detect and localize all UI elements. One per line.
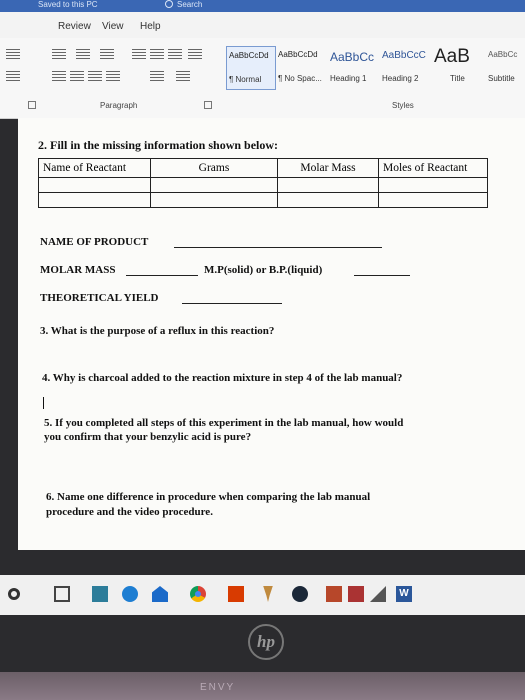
- sort-button[interactable]: [168, 46, 184, 60]
- mp-bp-label: M.P(solid) or B.P.(liquid): [204, 264, 323, 276]
- table-header: Grams: [151, 159, 278, 178]
- style-sample: AaBbCcDd: [278, 50, 318, 59]
- show-marks-button[interactable]: [188, 46, 204, 60]
- powerpoint-icon[interactable]: [326, 586, 342, 602]
- style-sample: AaBbCcDd: [229, 51, 269, 60]
- pilcrow-icon: [188, 49, 202, 59]
- table-row: [39, 178, 488, 193]
- edge-icon[interactable]: [122, 586, 138, 602]
- style-name: Title: [450, 74, 465, 83]
- molar-mass-label: MOLAR MASS: [40, 264, 116, 276]
- product-blank[interactable]: [174, 247, 382, 248]
- question-4: 4. Why is charcoal added to the reaction mixture in step 4 of the lab manual?: [42, 372, 403, 384]
- highlight-icon: [6, 49, 20, 59]
- laptop-hinge: [0, 672, 525, 700]
- multilevel-list-icon: [100, 49, 114, 59]
- align-center-button[interactable]: [70, 68, 86, 82]
- table-cell[interactable]: [39, 193, 151, 208]
- numbering-icon: [76, 49, 90, 59]
- question-6-line-2: procedure and the video procedure.: [46, 506, 213, 518]
- table-cell[interactable]: [379, 193, 488, 208]
- text-cursor: [43, 397, 44, 409]
- style-heading-1[interactable]: [328, 46, 378, 88]
- question-5-line-1: 5. If you completed all steps of this experiment in the lab manual, how would: [44, 417, 404, 429]
- style-title[interactable]: [432, 46, 482, 88]
- multilevel-list-button[interactable]: [100, 46, 116, 60]
- font-color-icon: [6, 71, 20, 81]
- sort-icon: [168, 49, 182, 59]
- brand-label: ENVY: [200, 682, 236, 693]
- yield-label: THEORETICAL YIELD: [40, 292, 159, 304]
- style-subtitle[interactable]: [486, 46, 525, 88]
- table-row: [39, 193, 488, 208]
- question-2: 2. Fill in the missing information shown below:: [38, 138, 279, 152]
- style-heading-2[interactable]: [380, 46, 430, 88]
- start-icon[interactable]: [8, 588, 20, 600]
- style-no-spacing[interactable]: [276, 46, 326, 88]
- task-view-icon[interactable]: [54, 586, 70, 602]
- title-bar: [0, 0, 525, 12]
- style-sample: AaBbCc: [488, 50, 518, 59]
- increase-indent-button[interactable]: [150, 46, 166, 60]
- app-icon[interactable]: [348, 586, 364, 602]
- numbering-button[interactable]: [76, 46, 92, 60]
- table-header: Name of Reactant: [39, 159, 151, 178]
- search-icon: [165, 0, 173, 8]
- question-3: 3. What is the purpose of a reflux in this reaction?: [40, 325, 275, 337]
- increase-indent-icon: [150, 49, 164, 59]
- align-right-icon: [88, 71, 102, 81]
- mp-bp-blank[interactable]: [354, 275, 410, 276]
- shading-button[interactable]: [150, 68, 166, 82]
- document-page[interactable]: [18, 118, 525, 550]
- style-name: ¶ Normal: [229, 75, 262, 84]
- table-cell[interactable]: [278, 178, 379, 193]
- style-normal[interactable]: [226, 46, 276, 90]
- bullets-button[interactable]: [52, 46, 68, 60]
- table-header: Moles of Reactant: [379, 159, 488, 178]
- align-right-button[interactable]: [88, 68, 104, 82]
- table-header: Molar Mass: [278, 159, 379, 178]
- save-status: Saved to this PC: [38, 0, 98, 9]
- align-center-icon: [70, 71, 84, 81]
- style-sample: AaBbCcC: [382, 50, 426, 61]
- table-header-row: [39, 159, 488, 178]
- shading-icon: [150, 71, 164, 81]
- search-label: Search: [177, 0, 203, 9]
- table-cell[interactable]: [379, 178, 488, 193]
- question-5-line-2: you confirm that your benzylic acid is pure?: [44, 431, 252, 443]
- highlight-button[interactable]: [6, 46, 22, 60]
- taskbar: [0, 575, 525, 615]
- paragraph-dialog-launcher[interactable]: [204, 101, 212, 109]
- line-spacing-button[interactable]: [106, 68, 122, 82]
- chrome-icon[interactable]: [190, 586, 206, 602]
- align-left-button[interactable]: [52, 68, 68, 82]
- style-name: Subtitle: [488, 74, 515, 83]
- table-cell[interactable]: [151, 178, 278, 193]
- molar-mass-blank[interactable]: [126, 275, 198, 276]
- menu-bar: [0, 12, 525, 38]
- pin-icon[interactable]: [260, 586, 276, 602]
- table-cell[interactable]: [151, 193, 278, 208]
- font-dialog-launcher[interactable]: [28, 101, 36, 109]
- steam-icon[interactable]: [292, 586, 308, 602]
- hp-logo: hp: [248, 624, 284, 660]
- menu-view[interactable]: View: [102, 21, 124, 32]
- yield-blank[interactable]: [182, 303, 282, 304]
- line-spacing-icon: [106, 71, 120, 81]
- office-icon[interactable]: [228, 586, 244, 602]
- borders-icon: [176, 71, 190, 81]
- decrease-indent-icon: [132, 49, 146, 59]
- font-color-button[interactable]: [6, 68, 22, 82]
- mail-icon[interactable]: [152, 586, 168, 602]
- menu-help[interactable]: Help: [140, 21, 161, 32]
- decrease-indent-button[interactable]: [132, 46, 148, 60]
- table-cell[interactable]: [278, 193, 379, 208]
- menu-review[interactable]: Review: [58, 21, 91, 32]
- style-name: ¶ No Spac...: [278, 74, 322, 83]
- ribbon: [0, 38, 525, 119]
- styles-gallery: [226, 46, 525, 88]
- borders-button[interactable]: [176, 68, 192, 82]
- style-name: Heading 2: [382, 74, 419, 83]
- paragraph-group-label: Paragraph: [100, 101, 138, 110]
- style-sample: AaB: [434, 46, 470, 67]
- style-name: Heading 1: [330, 74, 367, 83]
- question-6-line-1: 6. Name one difference in procedure when comparing the lab manual: [46, 491, 371, 503]
- word-icon[interactable]: W: [396, 586, 412, 602]
- product-label: NAME OF PRODUCT: [40, 236, 149, 248]
- table-cell[interactable]: [39, 178, 151, 193]
- calculator-icon[interactable]: [92, 586, 108, 602]
- styles-group-label: Styles: [392, 101, 414, 110]
- reactant-table[interactable]: [38, 158, 488, 208]
- bullets-icon: [52, 49, 66, 59]
- search-box[interactable]: [165, 0, 202, 9]
- style-sample: AaBbCc: [330, 50, 375, 64]
- arrow-icon[interactable]: [370, 586, 386, 602]
- align-left-icon: [52, 71, 66, 81]
